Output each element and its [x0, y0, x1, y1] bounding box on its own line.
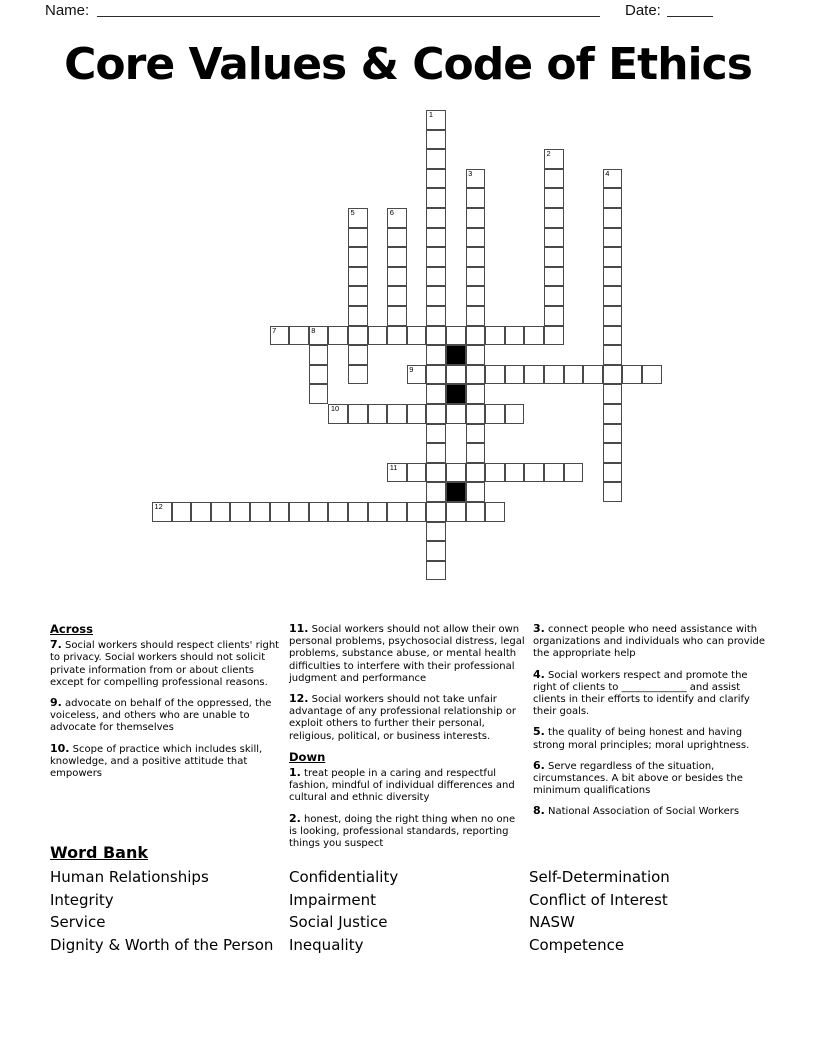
grid-cell[interactable]: [446, 326, 466, 346]
grid-cell[interactable]: [466, 482, 486, 502]
cell-number: 9: [409, 364, 414, 374]
clue-number: 12.: [289, 692, 309, 706]
down-heading: Down: [289, 749, 326, 764]
cell-number: 10: [330, 404, 340, 413]
grid-cell[interactable]: [642, 365, 662, 385]
grid-cell[interactable]: [466, 326, 486, 346]
word-bank-item: Integrity: [50, 890, 114, 909]
grid-cell[interactable]: [191, 502, 211, 522]
grid-cell[interactable]: [603, 169, 623, 189]
grid-cell[interactable]: [524, 463, 544, 483]
word-bank-heading: Word Bank: [50, 843, 149, 862]
grid-cell[interactable]: [426, 286, 446, 306]
grid-cell[interactable]: [328, 502, 348, 522]
grid-cell[interactable]: [407, 404, 427, 424]
grid-cell[interactable]: [426, 267, 446, 287]
clue-text: advocate on behalf of the oppressed, the voiceless, and others who are unable to advocate for themselves: [50, 698, 272, 734]
clue-text: Scope of practice which includes skill, knowledge, and a positive attitude that empowers: [50, 743, 263, 780]
grid-cell[interactable]: [407, 365, 427, 385]
clue-number: 9.: [50, 696, 62, 710]
grid-cell[interactable]: [426, 522, 446, 542]
clue-across-10: [50, 743, 287, 781]
grid-cell[interactable]: [289, 326, 309, 346]
grid-cell[interactable]: [426, 188, 446, 208]
grid-cell[interactable]: [446, 502, 466, 522]
grid-cell[interactable]: [544, 208, 564, 228]
clue-across-11: [289, 623, 526, 685]
grid-cell[interactable]: [622, 365, 642, 385]
word-bank-item: Inequality: [289, 935, 364, 954]
grid-cell[interactable]: [466, 208, 486, 228]
grid-cell[interactable]: [485, 502, 505, 522]
grid-cell[interactable]: [426, 169, 446, 189]
clue-down-3: [533, 623, 770, 661]
cell-number: 7: [272, 325, 277, 335]
grid-cell[interactable]: [289, 502, 309, 522]
grid-cell[interactable]: [368, 404, 388, 424]
word-bank-item: Social Justice: [289, 913, 388, 932]
cell-number: 3: [468, 168, 473, 178]
clue-down-6: [533, 760, 770, 798]
cell-number: 8: [311, 325, 316, 335]
grid-cell[interactable]: [603, 404, 623, 424]
grid-cell[interactable]: [328, 326, 348, 346]
grid-cell[interactable]: [426, 130, 446, 150]
clue-text: treat people in a caring and respectful fashion, mindful of individual differences and cultural and ethnic diversity: [289, 768, 515, 804]
grid-cell[interactable]: [211, 502, 231, 522]
word-bank-item: NASW: [529, 913, 575, 932]
cell-number: 12: [154, 502, 163, 511]
grid-cell[interactable]: [603, 365, 623, 385]
word-bank-item: Competence: [529, 935, 625, 954]
grid-cell[interactable]: [446, 404, 466, 424]
date-line[interactable]: [667, 16, 713, 17]
grid-cell[interactable]: [309, 384, 329, 404]
grid-cell[interactable]: [426, 365, 446, 385]
name-line[interactable]: [97, 16, 600, 17]
grid-cell[interactable]: [387, 306, 407, 326]
clue-across-7: [50, 639, 287, 689]
grid-cell[interactable]: [387, 208, 407, 228]
grid-cell[interactable]: [583, 365, 603, 385]
grid-cell[interactable]: [544, 149, 564, 169]
clue-column-1: [50, 623, 287, 788]
grid-cell[interactable]: [368, 326, 388, 346]
date-label: Date:: [625, 2, 661, 19]
grid-cell[interactable]: [309, 365, 329, 385]
grid-cell[interactable]: [426, 502, 446, 522]
grid-cell[interactable]: [426, 208, 446, 228]
across-heading: Across: [50, 622, 93, 636]
clue-number: 5.: [533, 725, 545, 739]
clue-number: 1.: [289, 766, 301, 780]
grid-cell[interactable]: [603, 345, 623, 365]
grid-cell[interactable]: [466, 463, 486, 483]
grid-cell[interactable]: [603, 188, 623, 208]
clue-text: Social workers respect and promote the right of clients to _____________ and assist clients in their efforts to identify and clarify their goals.: [533, 669, 750, 718]
grid-cell[interactable]: [603, 267, 623, 287]
grid-cell[interactable]: [426, 561, 446, 581]
grid-cell[interactable]: [603, 443, 623, 463]
grid-cell[interactable]: [544, 463, 564, 483]
grid-cell[interactable]: [603, 482, 623, 502]
grid-cell[interactable]: [230, 502, 250, 522]
grid-cell[interactable]: [466, 424, 486, 444]
grid-cell[interactable]: [348, 404, 368, 424]
grid-cell[interactable]: [544, 365, 564, 385]
grid-cell[interactable]: [505, 463, 525, 483]
grid-cell[interactable]: [466, 384, 486, 404]
word-bank-item: Self-Determination: [529, 868, 670, 886]
grid-cell[interactable]: [348, 286, 368, 306]
grid-cell[interactable]: [426, 326, 446, 346]
clue-down-2: [289, 813, 526, 851]
grid-cell[interactable]: [426, 482, 446, 502]
grid-cell[interactable]: [426, 404, 446, 424]
word-bank-item: Service: [50, 913, 106, 932]
grid-cell[interactable]: [407, 326, 427, 346]
grid-cell[interactable]: [172, 502, 192, 522]
black-cell: [446, 345, 466, 365]
word-bank-column-1: [50, 866, 273, 956]
word-bank-column-3: [529, 866, 670, 956]
grid-cell[interactable]: [426, 463, 446, 483]
word-bank-item: Conflict of Interest: [529, 890, 668, 909]
clue-number: 8.: [533, 804, 545, 818]
grid-cell[interactable]: [603, 384, 623, 404]
grid-cell[interactable]: [466, 169, 486, 189]
grid-cell[interactable]: [426, 384, 446, 404]
grid-cell[interactable]: [544, 286, 564, 306]
grid-cell[interactable]: [348, 326, 368, 346]
cell-number: 11: [389, 462, 398, 472]
grid-cell[interactable]: [466, 502, 486, 522]
clue-number: 2.: [289, 811, 301, 825]
grid-cell[interactable]: [544, 188, 564, 208]
clue-number: 10.: [50, 741, 70, 755]
clue-number: 4.: [533, 667, 545, 681]
grid-cell[interactable]: [407, 502, 427, 522]
word-bank-item: Dignity & Worth of the Person: [50, 935, 274, 954]
grid-cell[interactable]: [426, 149, 446, 169]
grid-cell[interactable]: [387, 502, 407, 522]
clue-text: connect people who need assistance with organizations and individuals who can provide the appropriate help: [533, 624, 765, 660]
grid-cell[interactable]: [505, 365, 525, 385]
grid-cell[interactable]: [485, 365, 505, 385]
clue-across-9: [50, 697, 287, 735]
grid-cell[interactable]: [544, 228, 564, 248]
clue-number: 7.: [50, 638, 62, 652]
grid-cell[interactable]: [348, 365, 368, 385]
grid-cell[interactable]: [387, 286, 407, 306]
black-cell: [446, 482, 466, 502]
grid-cell[interactable]: [426, 306, 446, 326]
grid-cell[interactable]: [348, 267, 368, 287]
grid-cell[interactable]: [387, 228, 407, 248]
clue-column-2: [289, 623, 526, 858]
clue-text: Social workers should not allow their own personal problems, psychosocial distress, legal problems, substance abuse, or mental health difficulties to interfere with their professional judgment and performance: [289, 624, 525, 684]
grid-cell[interactable]: [348, 247, 368, 267]
grid-cell[interactable]: [348, 502, 368, 522]
grid-cell[interactable]: [505, 404, 525, 424]
grid-cell[interactable]: [426, 424, 446, 444]
grid-cell[interactable]: [309, 345, 329, 365]
grid-cell[interactable]: [466, 228, 486, 248]
grid-cell[interactable]: [466, 345, 486, 365]
grid-cell[interactable]: [348, 306, 368, 326]
grid-cell[interactable]: [348, 208, 368, 228]
grid-cell[interactable]: [426, 443, 446, 463]
grid-cell[interactable]: [524, 326, 544, 346]
cell-number: 6: [389, 208, 394, 217]
clue-down-1: [289, 767, 526, 805]
grid-cell[interactable]: [603, 286, 623, 306]
grid-cell[interactable]: [446, 365, 466, 385]
grid-cell[interactable]: [603, 463, 623, 483]
page-title: Core Values & Code of Ethics: [64, 39, 752, 90]
grid-cell[interactable]: [466, 188, 486, 208]
grid-cell[interactable]: [387, 267, 407, 287]
grid-cell[interactable]: [407, 463, 427, 483]
clue-number: 3.: [533, 622, 545, 635]
grid-cell[interactable]: [603, 326, 623, 346]
cell-number: 5: [350, 208, 355, 217]
grid-cell[interactable]: [466, 306, 486, 326]
grid-cell[interactable]: [603, 306, 623, 326]
grid-cell[interactable]: [348, 345, 368, 365]
grid-cell[interactable]: [348, 228, 368, 248]
cell-number: 1: [428, 110, 434, 119]
grid-cell[interactable]: [387, 463, 407, 483]
grid-cell[interactable]: [426, 247, 446, 267]
grid-cell[interactable]: [544, 169, 564, 189]
clue-column-3: [533, 623, 770, 827]
cell-number: 2: [546, 149, 551, 159]
grid-cell[interactable]: [466, 267, 486, 287]
clue-down-8: [533, 805, 770, 818]
grid-cell[interactable]: [524, 365, 544, 385]
grid-cell[interactable]: [368, 502, 388, 522]
clue-text: Social workers should not take unfair advantage of any professional relationship or exploit others to further their personal, religious, political, or business interests.: [289, 694, 516, 742]
grid-cell[interactable]: [544, 267, 564, 287]
clue-text: Serve regardless of the situation, circumstances. A bit above or besides the minimum qualifications: [533, 760, 743, 797]
grid-cell[interactable]: [544, 326, 564, 346]
grid-cell[interactable]: [603, 208, 623, 228]
grid-cell[interactable]: [309, 326, 329, 346]
clue-text: honest, doing the right thing when no one is looking, professional standards, reporting things you suspect: [289, 813, 516, 850]
grid-cell[interactable]: [446, 463, 466, 483]
grid-cell[interactable]: [426, 541, 446, 561]
grid-cell[interactable]: [426, 345, 446, 365]
grid-cell[interactable]: [387, 326, 407, 346]
clue-across-12: [289, 693, 526, 743]
grid-cell[interactable]: [270, 502, 290, 522]
grid-cell[interactable]: [466, 247, 486, 267]
word-bank-item: Confidentiality: [289, 868, 399, 886]
grid-cell[interactable]: [387, 404, 407, 424]
grid-cell[interactable]: [328, 404, 348, 424]
clue-down-5: [533, 726, 770, 751]
grid-cell[interactable]: [505, 326, 525, 346]
clue-text: National Association of Social Workers: [544, 806, 740, 818]
word-bank-item: Impairment: [289, 890, 377, 909]
grid-cell[interactable]: [466, 443, 486, 463]
grid-cell[interactable]: [466, 286, 486, 306]
grid-cell[interactable]: [250, 502, 270, 522]
grid-cell[interactable]: [485, 326, 505, 346]
grid-cell[interactable]: [466, 365, 486, 385]
name-label: Name:: [45, 2, 90, 19]
cell-number: 4: [605, 168, 610, 178]
grid-cell[interactable]: [544, 306, 564, 326]
grid-cell[interactable]: [426, 110, 446, 130]
grid-cell[interactable]: [270, 326, 290, 346]
grid-cell[interactable]: [603, 247, 623, 267]
grid-cell[interactable]: [564, 463, 584, 483]
grid-cell[interactable]: [426, 228, 446, 248]
grid-cell[interactable]: [603, 228, 623, 248]
grid-cell[interactable]: [603, 424, 623, 444]
grid-cell[interactable]: [485, 463, 505, 483]
clue-text: Social workers should respect clients' right to privacy. Social workers should not solicit private information from or about clients except for compelling professional reasons.: [50, 640, 280, 688]
grid-cell[interactable]: [564, 365, 584, 385]
word-bank-item: Human Relationships: [50, 868, 209, 886]
grid-cell[interactable]: [152, 502, 172, 522]
grid-cell[interactable]: [466, 404, 486, 424]
word-bank-column-2: [289, 866, 398, 956]
grid-cell[interactable]: [387, 247, 407, 267]
clue-down-4: [533, 669, 770, 719]
clue-number: 11.: [289, 622, 309, 635]
black-cell: [446, 384, 466, 404]
grid-cell[interactable]: [544, 247, 564, 267]
grid-cell[interactable]: [485, 404, 505, 424]
clue-text: the quality of being honest and having strong moral principles; moral uprightness.: [533, 727, 750, 751]
grid-cell[interactable]: [309, 502, 329, 522]
clue-number: 6.: [533, 758, 545, 772]
